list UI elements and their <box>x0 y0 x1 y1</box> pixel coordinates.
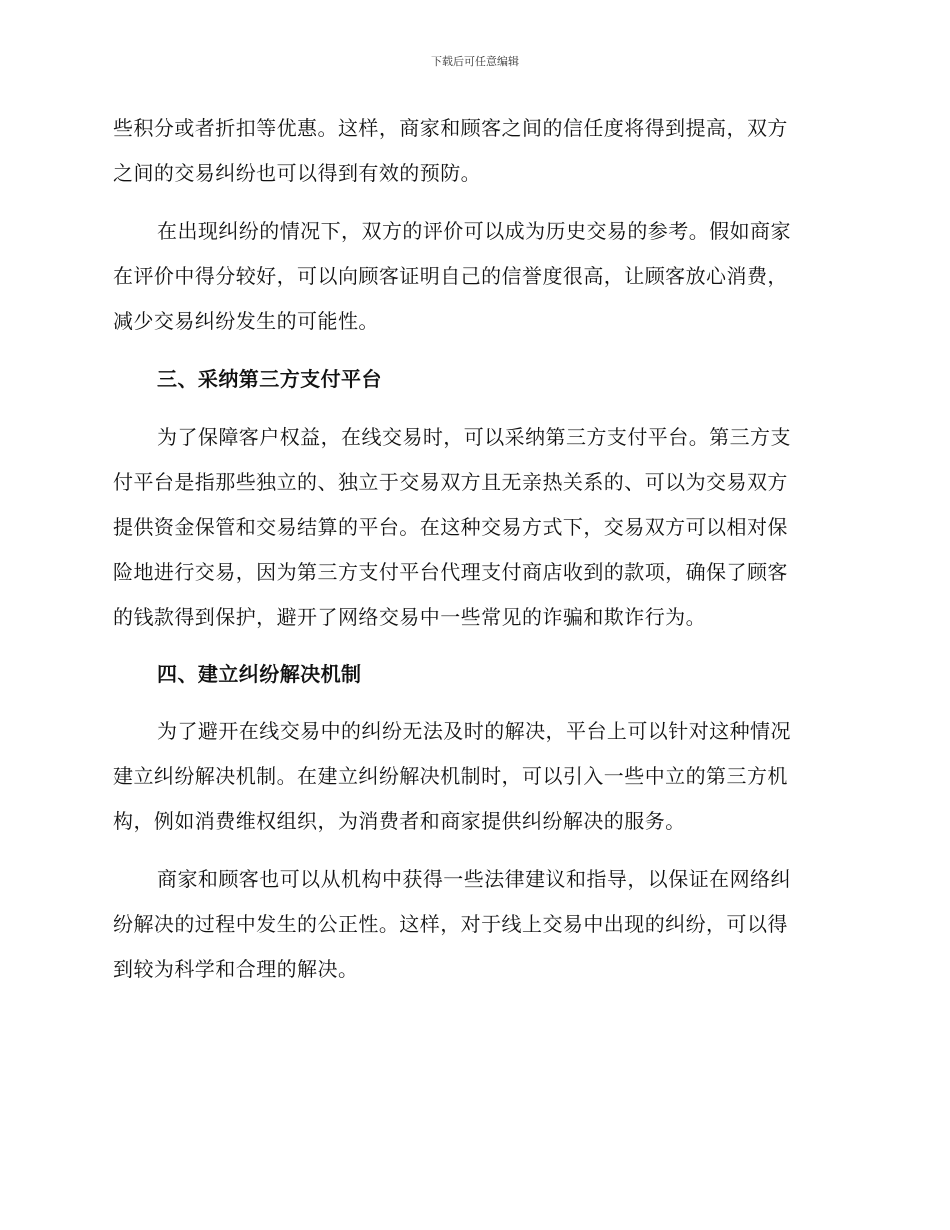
paragraph-3-line-4: 险地进行交易，因为第三方支付平台代理支付商店收到的款项，确保了顾客 <box>113 560 788 584</box>
paragraph-1-line-2: 之间的交易纠纷也可以得到有效的预防。 <box>113 161 482 185</box>
paragraph-2-line-3: 减少交易纠纷发生的可能性。 <box>113 309 379 333</box>
paragraph-3-line-2: 付平台是指那些独立的、独立于交易双方且无亲热关系的、可以为交易双方 <box>113 470 788 494</box>
paragraph-2-line-1: 在出现纠纷的情况下，双方的评价可以成为历史交易的参考。假如商家 <box>157 219 791 243</box>
paragraph-4-line-3: 构，例如消费维权组织，为消费者和商家提供纠纷解决的服务。 <box>113 809 686 833</box>
paragraph-1-line-1: 些积分或者折扣等优惠。这样，商家和顾客之间的信任度将得到提高，双方 <box>113 116 788 140</box>
paragraph-3-line-5: 的钱款得到保护，避开了网络交易中一些常见的诈骗和欺诈行为。 <box>113 605 707 629</box>
paragraph-2-line-2: 在评价中得分较好，可以向顾客证明自己的信誉度很高，让顾客放心消费， <box>113 264 788 288</box>
section-heading-3: 三、采纳第三方支付平台 <box>157 367 382 391</box>
paragraph-4-line-1: 为了避开在线交易中的纠纷无法及时的解决，平台上可以针对这种情况 <box>157 719 791 743</box>
paragraph-5-line-1: 商家和顾客也可以从机构中获得一些法律建议和指导，以保证在网络纠 <box>157 867 791 891</box>
section-heading-4: 四、建立纠纷解决机制 <box>157 662 362 686</box>
page-header: 下载后可任意编辑 <box>431 55 519 68</box>
paragraph-4-line-2: 建立纠纷解决机制。在建立纠纷解决机制时，可以引入一些中立的第三方机 <box>113 764 788 788</box>
paragraph-3-line-1: 为了保障客户权益，在线交易时，可以采纳第三方支付平台。第三方支 <box>157 425 791 449</box>
paragraph-5-line-3: 到较为科学和合理的解决。 <box>113 957 359 981</box>
paragraph-3-line-3: 提供资金保管和交易结算的平台。在这种交易方式下，交易双方可以相对保 <box>113 515 788 539</box>
paragraph-5-line-2: 纷解决的过程中发生的公正性。这样，对于线上交易中出现的纠纷，可以得 <box>113 912 788 936</box>
